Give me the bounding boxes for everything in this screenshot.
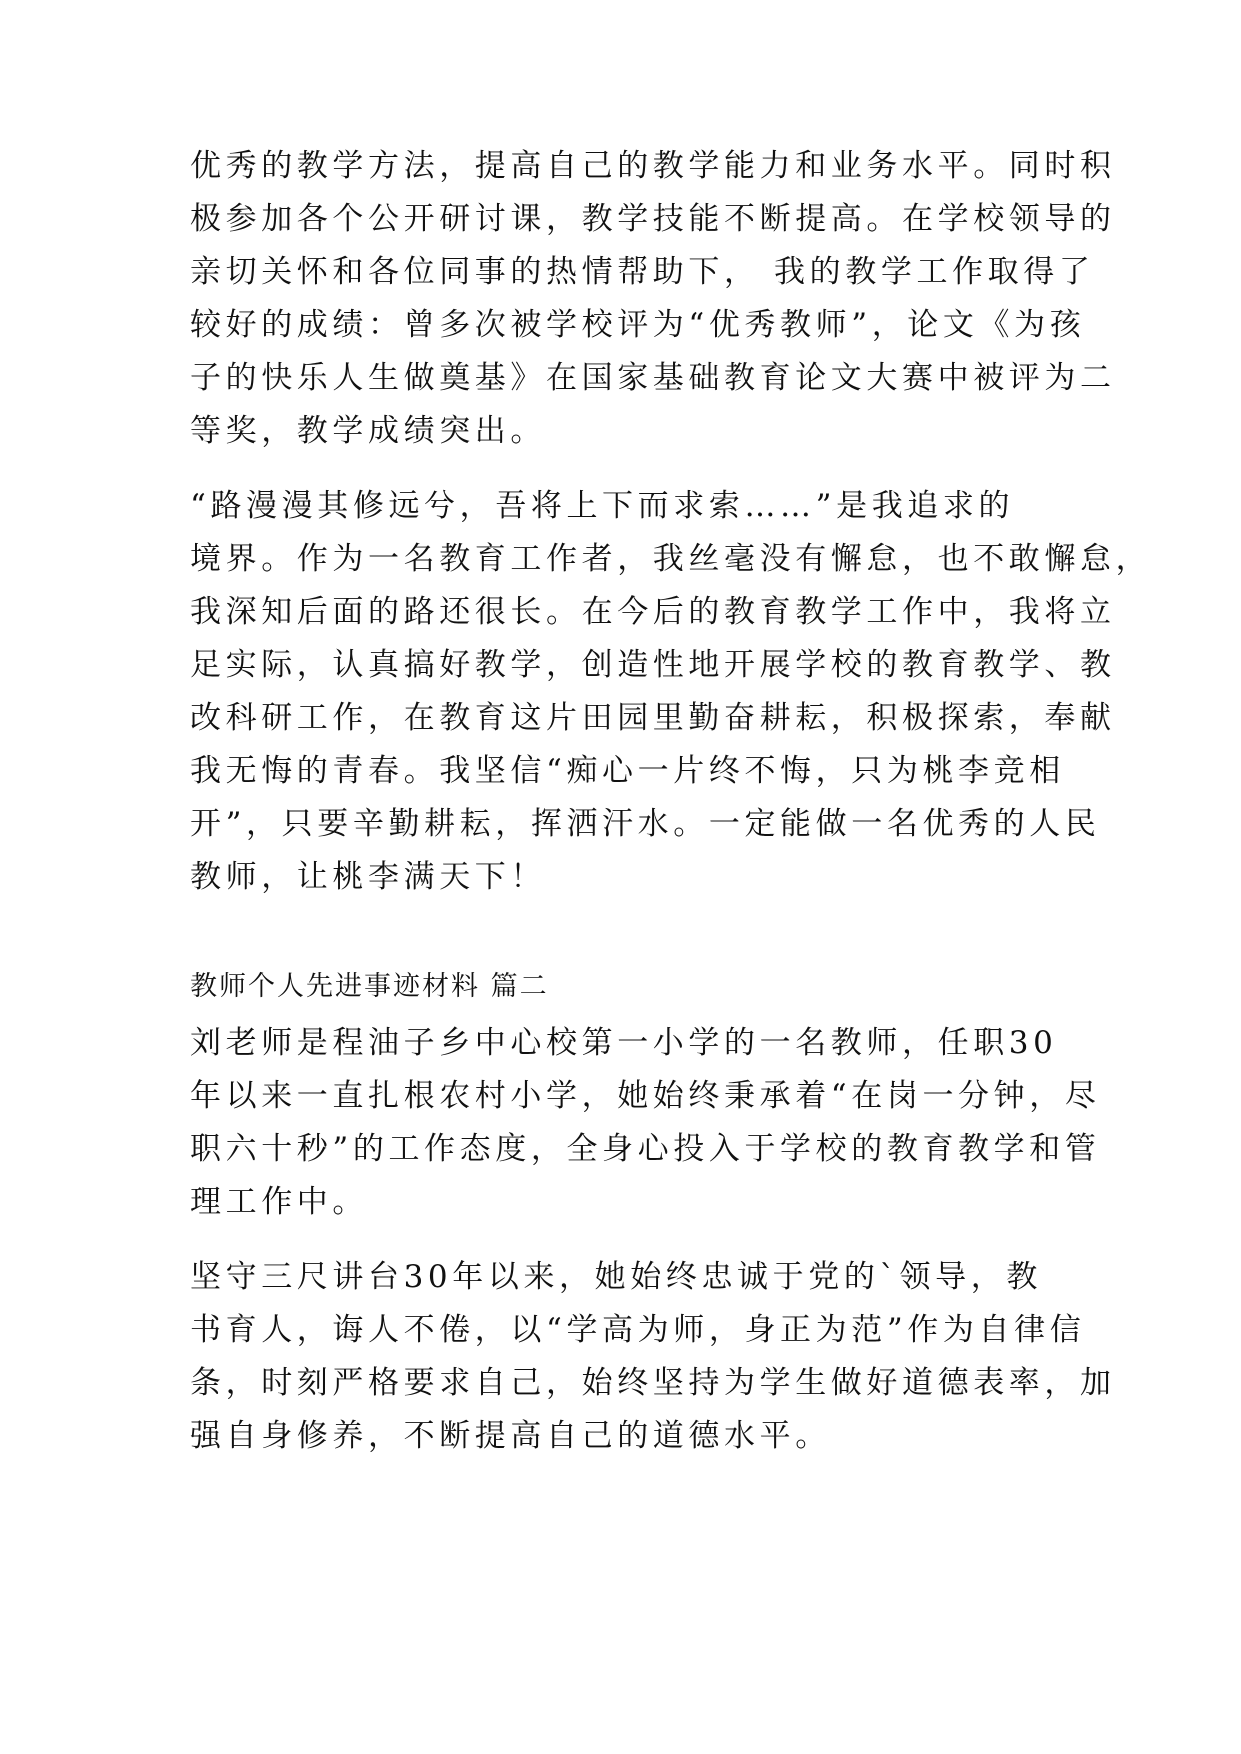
paragraph-line: 境界。作为一名教育工作者，我丝毫没有懈怠，也不敢懈怠， — [190, 541, 1152, 577]
paragraph-line: 我深知后面的路还很长。在今后的教育教学工作中，我将立 — [190, 594, 1116, 630]
paragraph-line: 书育人，诲人不倦，以“学高为师，身正为范”作为自律信 — [190, 1312, 1086, 1348]
paragraph-line: 刘老师是程油子乡中心校第一小学的一名教师，任职30 — [190, 1025, 1058, 1061]
paragraph-line: 改科研工作，在教育这片田园里勤奋耕耘，积极探索，奉献 — [190, 700, 1116, 736]
paragraph-line: 较好的成绩：曾多次被学校评为“优秀教师”，论文《为孩 — [190, 307, 1086, 343]
paragraph-line: 职六十秒”的工作态度，全身心投入于学校的教育教学和管 — [190, 1131, 1101, 1167]
paragraph-line: 我无悔的青春。我坚信“痴心一片终不悔，只为桃李竞相 — [190, 753, 1065, 789]
paragraph-line: 子的快乐人生做奠基》在国家基础教育论文大赛中被评为二 — [190, 360, 1116, 396]
paragraph-line: 强自身修养，不断提高自己的道德水平。 — [190, 1418, 831, 1454]
paragraph-line: 教师，让桃李满天下！ — [190, 859, 546, 895]
section-heading: 教师个人先进事迹材料 篇二 — [190, 971, 549, 1002]
paragraph-line: 等奖，教学成绩突出。 — [190, 413, 546, 449]
paragraph-line: 坚守三尺讲台30年以来，她始终忠诚于党的`领导，教 — [190, 1259, 1042, 1295]
paragraph-line: 开”，只要辛勤耕耘，挥洒汗水。一定能做一名优秀的人民 — [190, 806, 1101, 842]
paragraph-line: 优秀的教学方法，提高自己的教学能力和业务水平。同时积 — [190, 148, 1116, 184]
paragraph-line: “路漫漫其修远兮，吾将上下而求索……”是我追求的 — [190, 488, 1015, 524]
paragraph-line: 亲切关怀和各位同事的热情帮助下， 我的教学工作取得了 — [190, 254, 1095, 290]
paragraph-line: 条，时刻严格要求自己，始终坚持为学生做好道德表率，加 — [190, 1365, 1116, 1401]
paragraph-line: 理工作中。 — [190, 1184, 368, 1220]
paragraph-line: 足实际，认真搞好教学，创造性地开展学校的教育教学、教 — [190, 647, 1116, 683]
paragraph-line: 年以来一直扎根农村小学，她始终秉承着“在岗一分钟，尽 — [190, 1078, 1101, 1114]
paragraph-line: 极参加各个公开研讨课，教学技能不断提高。在学校领导的 — [190, 201, 1116, 237]
